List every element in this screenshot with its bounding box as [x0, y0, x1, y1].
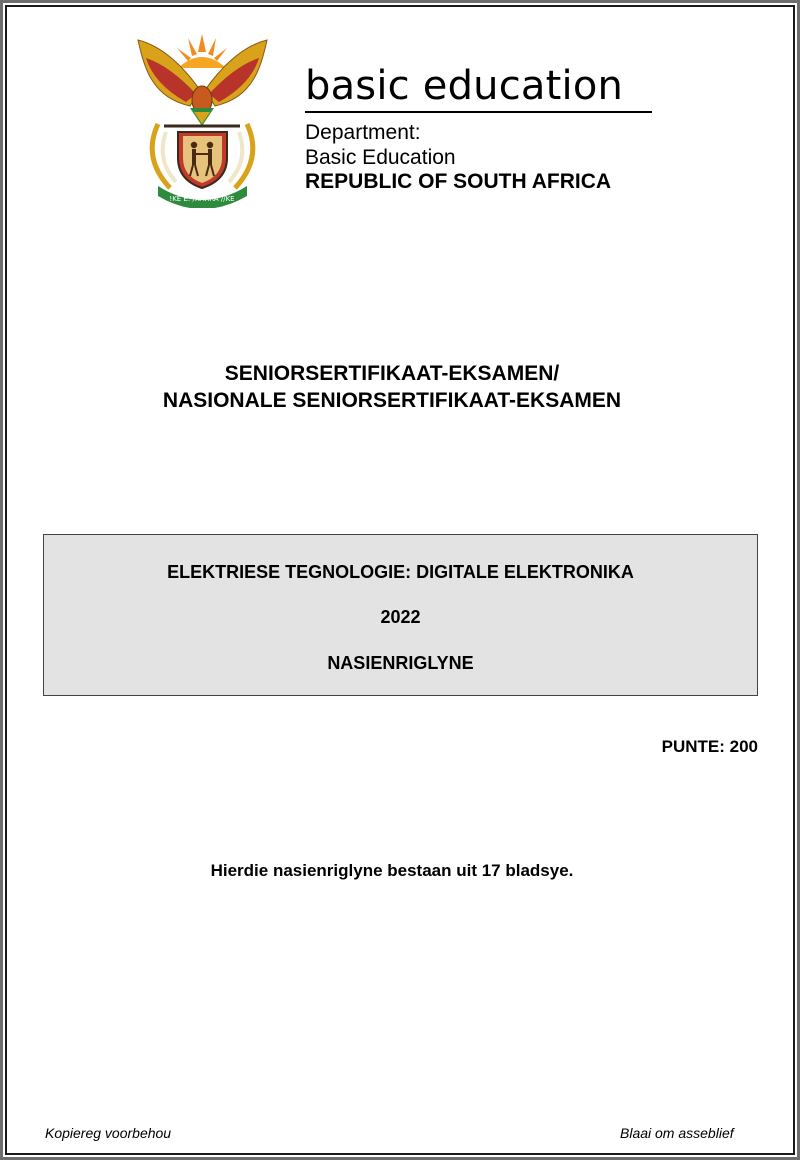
crest-motto: !KE E: /XARRA //KE — [169, 195, 235, 203]
page-count-note: Hierdie nasienriglyne bestaan uit 17 bladsye. — [210, 861, 574, 880]
brand-underline — [305, 111, 652, 113]
exam-title-line2: NASIONALE SENIORSERTIFIKAAT-EKSAMEN — [162, 389, 622, 412]
subject-title: ELEKTRIESE TEGNOLOGIE: DIGITALE ELEKTRONIKA — [167, 562, 634, 582]
country-name: REPUBLIC OF SOUTH AFRICA — [305, 170, 612, 193]
total-marks: PUNTE: 200 — [661, 737, 758, 756]
department-label: Department: — [305, 121, 421, 144]
sun-rays — [177, 34, 227, 68]
exam-year: 2022 — [380, 607, 421, 627]
exam-title-line1: SENIORSERTIFIKAAT-EKSAMEN/ — [224, 362, 560, 385]
brand-title: basic education — [305, 63, 624, 109]
department-name: Basic Education — [305, 146, 456, 169]
coat-of-arms-icon — [130, 28, 275, 208]
turn-over-footer: Blaai om asseblief — [620, 1125, 734, 1141]
copyright-footer: Kopiereg voorbehou — [45, 1125, 172, 1141]
document-type: NASIENRIGLYNE — [327, 653, 474, 673]
subject-box — [43, 534, 758, 696]
